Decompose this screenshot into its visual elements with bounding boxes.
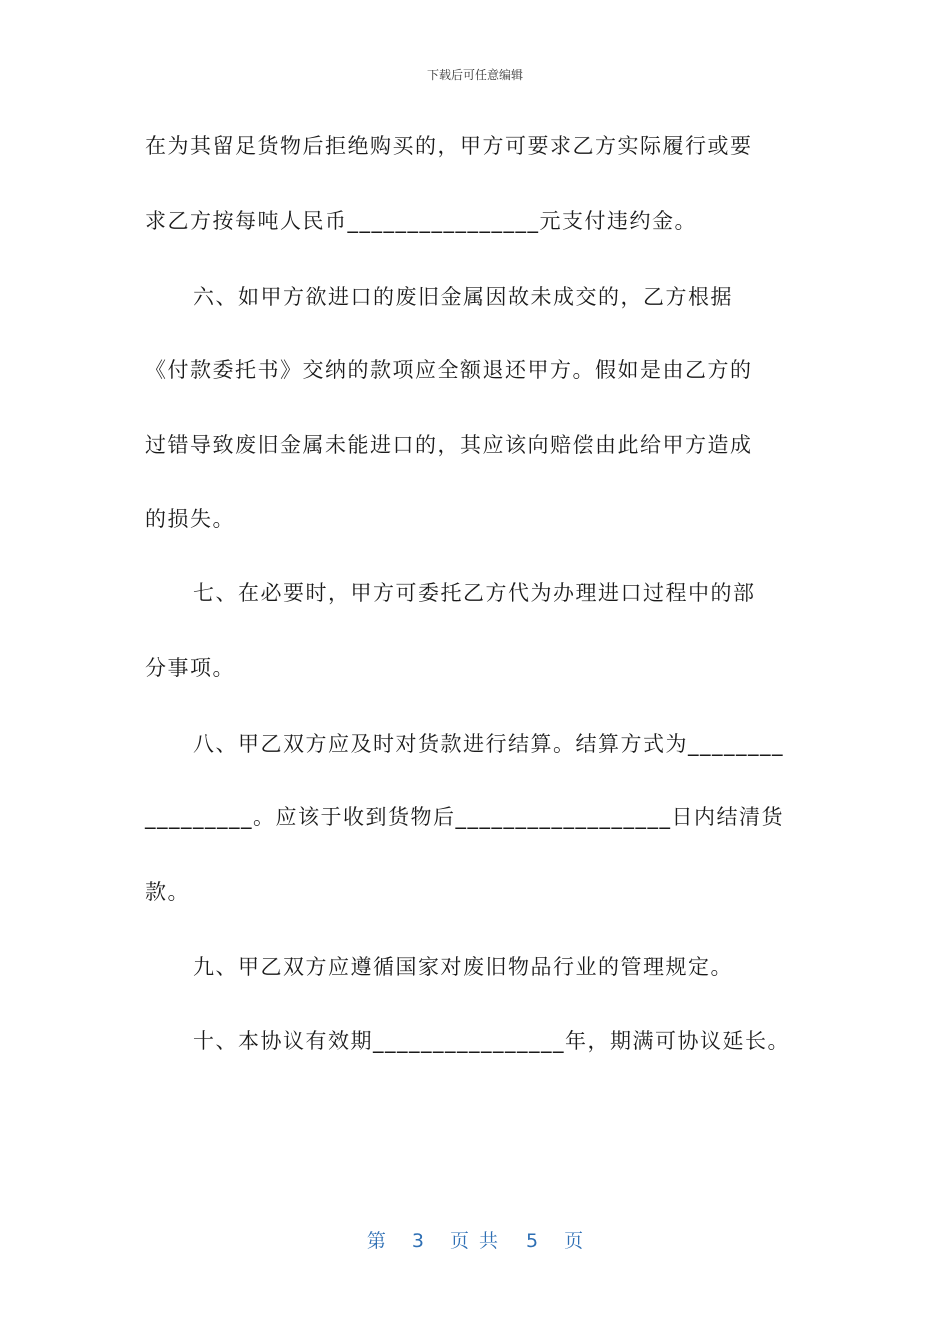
paragraph-eight-start: 八、甲乙双方应及时对货款进行结算。结算方式为________ bbox=[193, 732, 784, 756]
body-line: 求乙方按每吨人民币________________元支付违约金。 bbox=[145, 209, 697, 233]
page-footer bbox=[0, 1226, 950, 1253]
total-pages-number: 5 bbox=[526, 1230, 539, 1252]
paragraph-seven-start: 七、在必要时，甲方可委托乙方代为办理进口过程中的部 bbox=[193, 581, 756, 605]
footer-prefix: 第 bbox=[366, 1230, 386, 1252]
paragraph-six-start: 六、如甲方欲进口的废旧金属因故未成交的，乙方根据 bbox=[193, 285, 733, 309]
body-line: 《付款委托书》交纳的款项应全额退还甲方。假如是由乙方的 bbox=[145, 358, 753, 382]
footer-middle: 页共 bbox=[449, 1230, 508, 1252]
paragraph-nine: 九、甲乙双方应遵循国家对废旧物品行业的管理规定。 bbox=[193, 955, 733, 979]
body-line: _________。应该于收到货物后__________________日内结清货 bbox=[145, 805, 784, 829]
body-line: 在为其留足货物后拒绝购买的，甲方可要求乙方实际履行或要 bbox=[145, 134, 753, 158]
footer-suffix: 页 bbox=[564, 1230, 584, 1252]
body-line: 过错导致废旧金属未能进口的，其应该向赔偿由此给甲方造成 bbox=[145, 433, 753, 457]
header-note: 下载后可任意编辑 bbox=[426, 68, 523, 82]
body-line: 分事项。 bbox=[145, 656, 235, 680]
paragraph-ten: 十、本协议有效期________________年，期满可协议延长。 bbox=[193, 1029, 790, 1053]
current-page-number: 3 bbox=[411, 1230, 424, 1252]
body-line: 款。 bbox=[145, 880, 190, 904]
body-line: 的损失。 bbox=[145, 507, 235, 531]
